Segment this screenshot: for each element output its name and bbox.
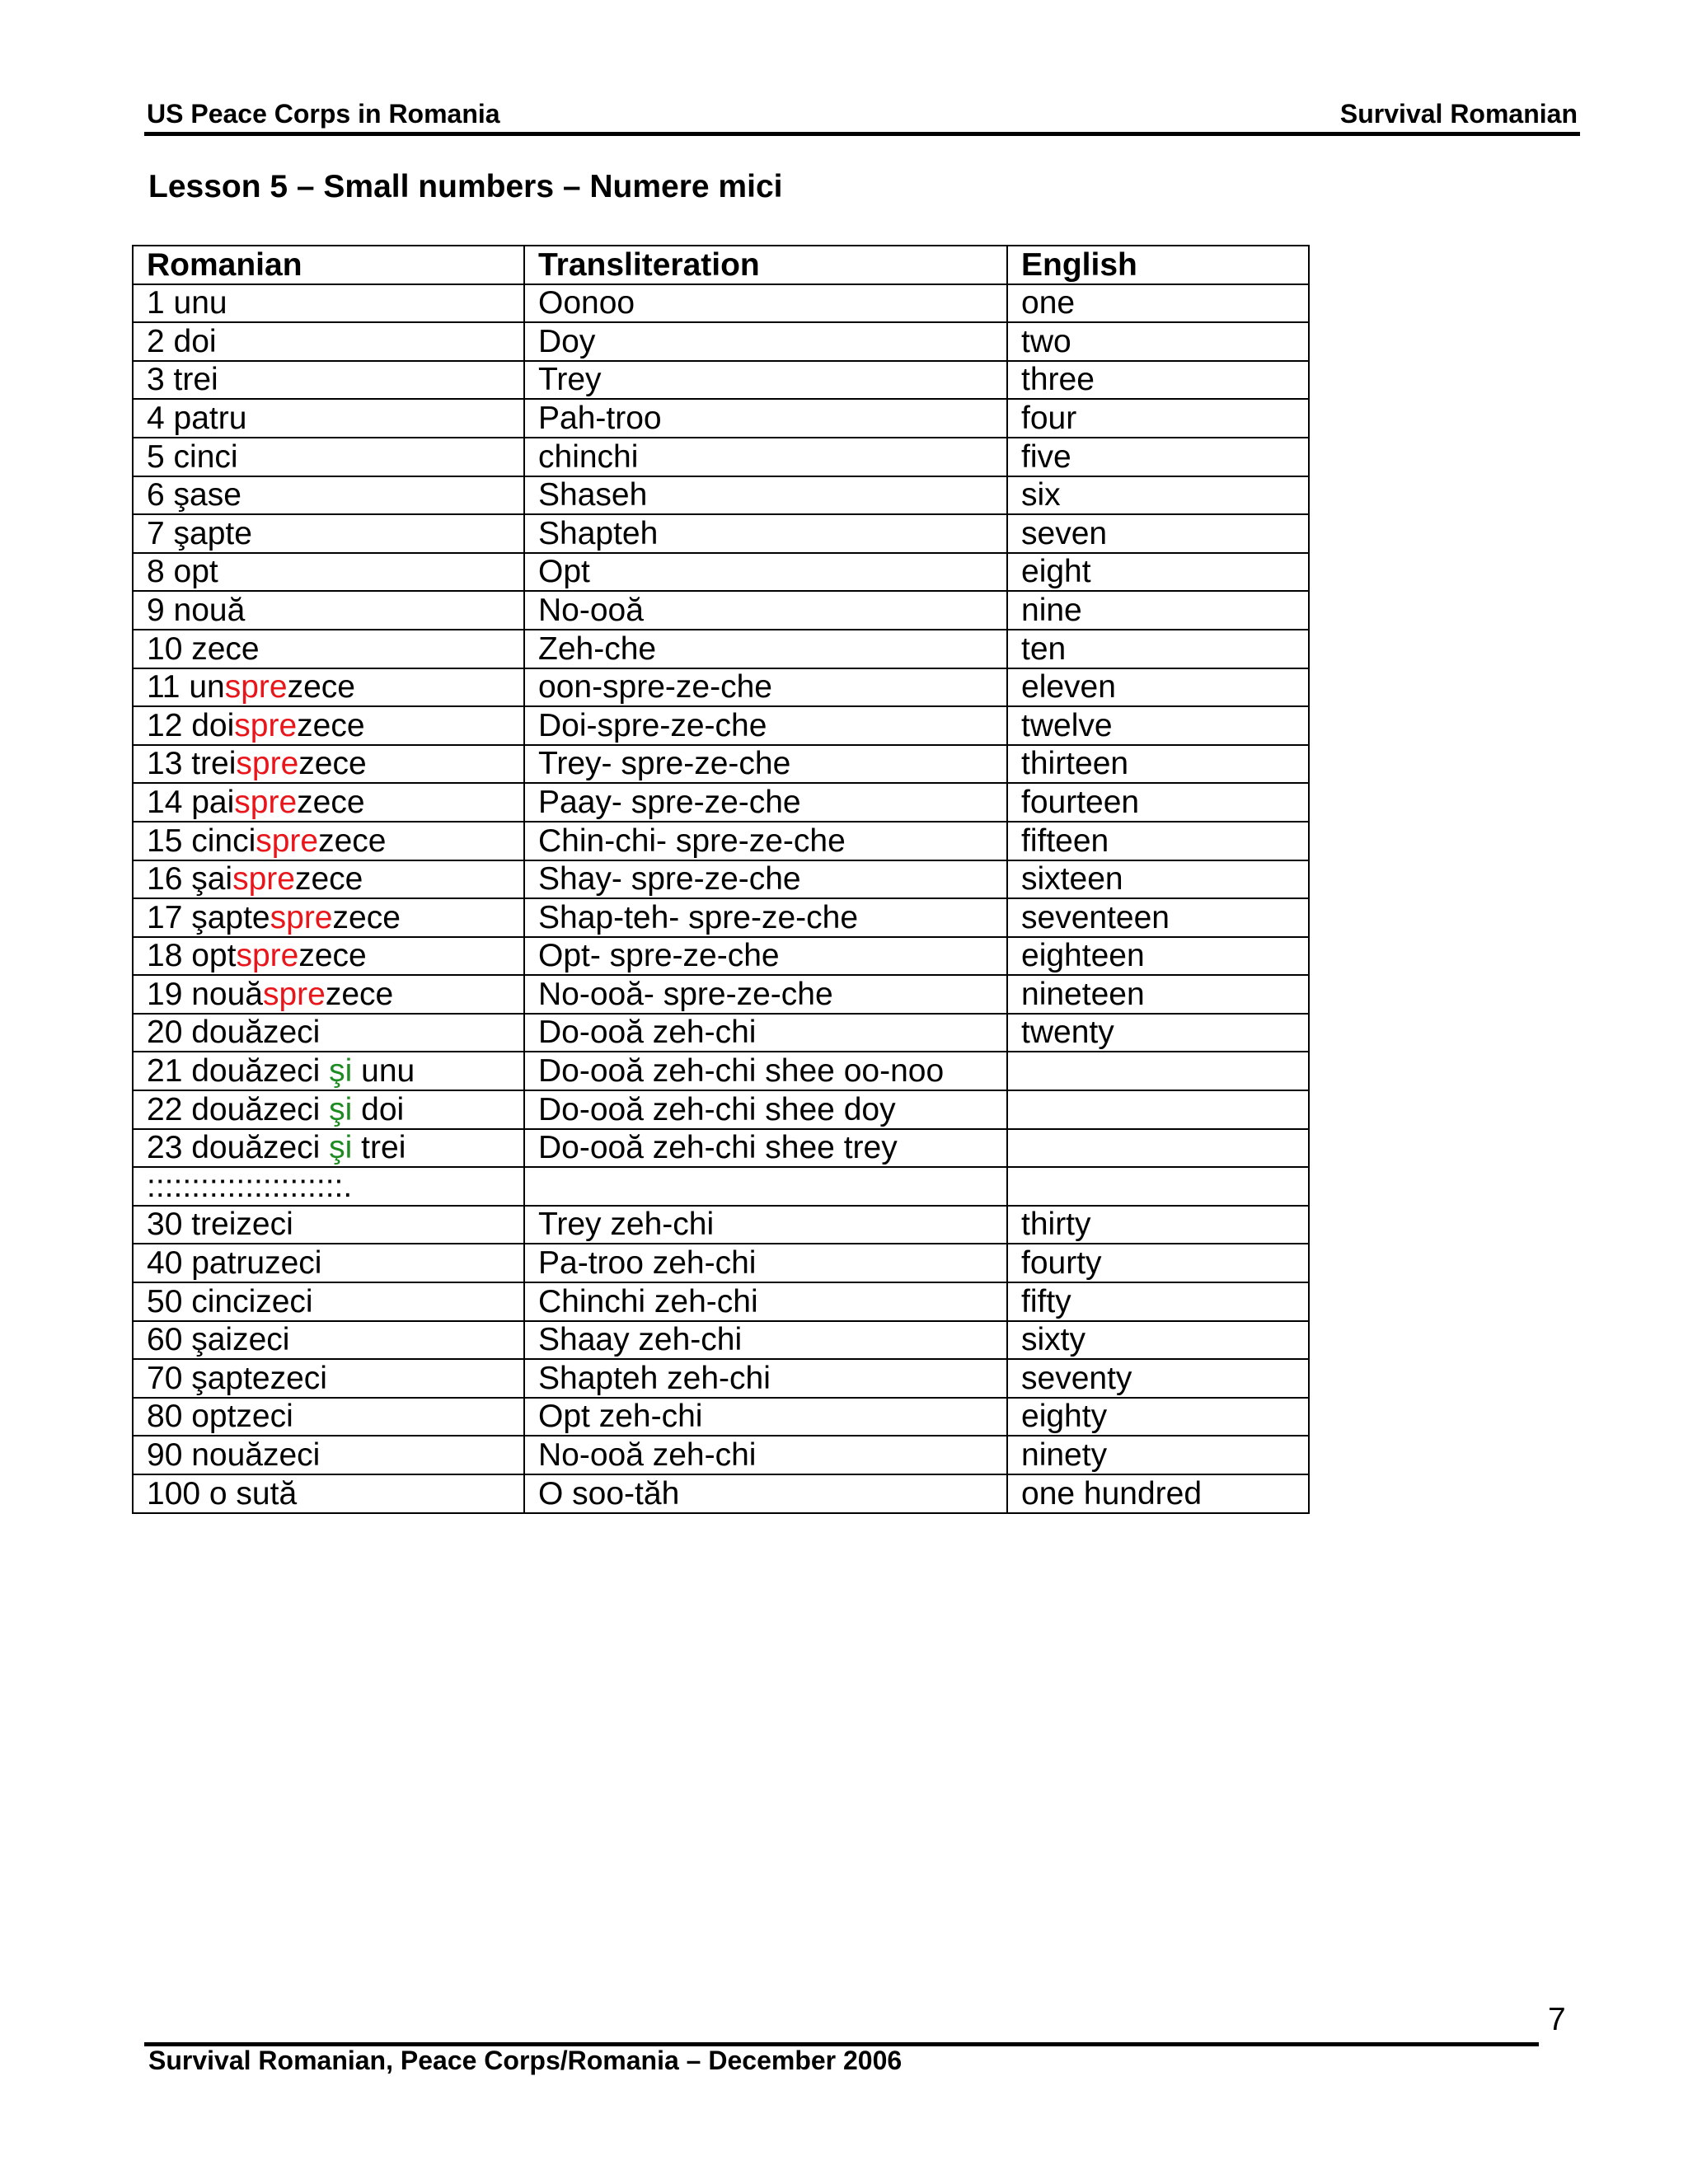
table-row xyxy=(133,438,1309,476)
cell-english: eighteen xyxy=(1007,937,1309,976)
cell-transliteration: Opt zeh-chi xyxy=(524,1398,1007,1436)
table-row xyxy=(133,476,1309,515)
cell-romanian xyxy=(133,937,524,976)
table-row xyxy=(133,1167,1309,1206)
cell-romanian xyxy=(133,822,524,860)
spre-highlight: spre xyxy=(236,746,299,782)
cell-transliteration: Zeh-che xyxy=(524,630,1007,668)
romanian-text-suffix: zece xyxy=(287,669,355,705)
table-row xyxy=(133,591,1309,630)
romanian-text: 2 doi xyxy=(147,323,217,359)
romanian-text: 50 cincizeci xyxy=(147,1283,313,1319)
cell-transliteration: oon-spre-ze-che xyxy=(524,668,1007,707)
cell-romanian xyxy=(133,1282,524,1321)
table-row xyxy=(133,898,1309,937)
cell-romanian xyxy=(133,1129,524,1168)
spre-highlight: spre xyxy=(262,976,326,1012)
cell-transliteration: Paay- spre-ze-che xyxy=(524,783,1007,822)
cell-transliteration: Do-ooă zeh-chi xyxy=(524,1014,1007,1052)
cell-romanian xyxy=(133,361,524,400)
table-row xyxy=(133,361,1309,400)
cell-transliteration: Shapteh zeh-chi xyxy=(524,1359,1007,1398)
cell-english: fifteen xyxy=(1007,822,1309,860)
cell-transliteration: No-ooă zeh-chi xyxy=(524,1436,1007,1474)
cell-transliteration: Do-ooă zeh-chi shee doy xyxy=(524,1090,1007,1129)
header-rule xyxy=(144,132,1580,136)
cell-english: fourteen xyxy=(1007,783,1309,822)
cell-english: two xyxy=(1007,322,1309,361)
table-row xyxy=(133,745,1309,784)
table-row xyxy=(133,1206,1309,1244)
romanian-text: 17 şapte xyxy=(147,899,270,935)
cell-transliteration: Pah-troo xyxy=(524,399,1007,438)
table-row xyxy=(133,937,1309,976)
cell-english: eight xyxy=(1007,553,1309,592)
cell-transliteration: Trey zeh-chi xyxy=(524,1206,1007,1244)
table-row xyxy=(133,1014,1309,1052)
table-row xyxy=(133,1398,1309,1436)
table-row xyxy=(133,284,1309,323)
romanian-text: 100 o sută xyxy=(147,1475,298,1511)
table-row xyxy=(133,630,1309,668)
cell-romanian xyxy=(133,476,524,515)
lesson-title: Lesson 5 – Small numbers – Numere mici xyxy=(148,169,783,204)
cell-english: seven xyxy=(1007,514,1309,553)
cell-romanian xyxy=(133,975,524,1014)
table-row xyxy=(133,1244,1309,1282)
cell-transliteration: Trey xyxy=(524,361,1007,400)
cell-english: sixty xyxy=(1007,1321,1309,1360)
table-row xyxy=(133,1052,1309,1090)
cell-english xyxy=(1007,1090,1309,1129)
table-row xyxy=(133,1436,1309,1474)
table-header-row xyxy=(133,246,1309,284)
cell-english: six xyxy=(1007,476,1309,515)
cell-english: eleven xyxy=(1007,668,1309,707)
cell-romanian xyxy=(133,898,524,937)
cell-transliteration: chinchi xyxy=(524,438,1007,476)
romanian-text: 7 şapte xyxy=(147,515,252,551)
spre-highlight: spre xyxy=(234,707,298,743)
romanian-text: 5 cinci xyxy=(147,438,238,475)
cell-english: nine xyxy=(1007,591,1309,630)
cell-transliteration: Opt- spre-ze-che xyxy=(524,937,1007,976)
column-header-english: English xyxy=(1007,246,1309,284)
cell-transliteration: No-ooă- spre-ze-che xyxy=(524,975,1007,1014)
cell-transliteration xyxy=(524,1167,1007,1206)
romanian-text: 4 patru xyxy=(147,400,247,436)
table-row xyxy=(133,1359,1309,1398)
table-row xyxy=(133,822,1309,860)
table-row xyxy=(133,860,1309,899)
cell-transliteration: Oonoo xyxy=(524,284,1007,323)
romanian-text-suffix: unu xyxy=(352,1053,415,1090)
cell-english: eighty xyxy=(1007,1398,1309,1436)
cell-transliteration: Chinchi zeh-chi xyxy=(524,1282,1007,1321)
cell-romanian xyxy=(133,1359,524,1398)
cell-english: fourty xyxy=(1007,1244,1309,1282)
romanian-text: 16 şai xyxy=(147,861,233,898)
cell-english: sixteen xyxy=(1007,860,1309,899)
table-row xyxy=(133,975,1309,1014)
cell-english: nineteen xyxy=(1007,975,1309,1014)
table-row xyxy=(133,322,1309,361)
romanian-text-suffix: zece xyxy=(298,938,367,974)
romanian-text: ::::::::::::::::::::::. xyxy=(147,1168,353,1204)
spre-highlight: spre xyxy=(232,861,295,898)
romanian-text: 30 treizeci xyxy=(147,1207,293,1243)
spre-highlight: spre xyxy=(234,784,298,820)
cell-romanian xyxy=(133,1436,524,1474)
cell-romanian xyxy=(133,322,524,361)
romanian-text: 10 zece xyxy=(147,630,260,667)
cell-transliteration: Shaseh xyxy=(524,476,1007,515)
romanian-text: 90 nouăzeci xyxy=(147,1437,321,1473)
cell-english: three xyxy=(1007,361,1309,400)
cell-english: seventeen xyxy=(1007,898,1309,937)
spre-highlight: spre xyxy=(270,899,333,935)
cell-romanian xyxy=(133,284,524,323)
cell-transliteration: Opt xyxy=(524,553,1007,592)
romanian-text: 11 un xyxy=(147,669,225,705)
cell-transliteration: Shapteh xyxy=(524,514,1007,553)
romanian-text: 18 opt xyxy=(147,938,237,974)
cell-romanian xyxy=(133,1167,524,1206)
cell-romanian xyxy=(133,783,524,822)
romanian-text: 19 nouă xyxy=(147,976,263,1012)
spre-highlight: spre xyxy=(224,669,288,705)
romanian-text-suffix: zece xyxy=(318,823,387,859)
romanian-text: 22 douăzeci xyxy=(147,1091,330,1127)
romanian-text: 70 şaptezeci xyxy=(147,1360,327,1396)
spre-highlight: spre xyxy=(236,938,299,974)
cell-romanian xyxy=(133,1321,524,1360)
cell-english: seventy xyxy=(1007,1359,1309,1398)
cell-english: ten xyxy=(1007,630,1309,668)
cell-transliteration: Doy xyxy=(524,322,1007,361)
table-row xyxy=(133,706,1309,745)
romanian-text-suffix: zece xyxy=(294,861,363,898)
table-row xyxy=(133,1474,1309,1513)
conjunction-highlight: şi xyxy=(329,1091,353,1127)
cell-romanian xyxy=(133,1398,524,1436)
cell-romanian xyxy=(133,514,524,553)
cell-transliteration: O soo-tăh xyxy=(524,1474,1007,1513)
romanian-text: 13 trei xyxy=(147,746,237,782)
numbers-table xyxy=(132,245,1310,1514)
cell-transliteration: Shaay zeh-chi xyxy=(524,1321,1007,1360)
cell-romanian xyxy=(133,591,524,630)
cell-english: four xyxy=(1007,399,1309,438)
cell-romanian xyxy=(133,1052,524,1090)
cell-romanian xyxy=(133,630,524,668)
romanian-text: 60 şaizeci xyxy=(147,1322,290,1358)
table-row xyxy=(133,783,1309,822)
cell-romanian xyxy=(133,1244,524,1282)
cell-transliteration: Shap-teh- spre-ze-che xyxy=(524,898,1007,937)
table-row xyxy=(133,399,1309,438)
cell-romanian xyxy=(133,399,524,438)
table-row xyxy=(133,1090,1309,1129)
column-header-romanian: Romanian xyxy=(133,246,524,284)
romanian-text: 21 douăzeci xyxy=(147,1053,330,1090)
table-row xyxy=(133,1129,1309,1168)
conjunction-highlight: şi xyxy=(329,1053,353,1090)
cell-english: thirty xyxy=(1007,1206,1309,1244)
cell-english: fifty xyxy=(1007,1282,1309,1321)
conjunction-highlight: şi xyxy=(329,1130,353,1166)
romanian-text: 14 pai xyxy=(147,784,235,820)
cell-transliteration: Do-ooă zeh-chi shee oo-noo xyxy=(524,1052,1007,1090)
cell-romanian xyxy=(133,860,524,899)
romanian-text: 20 douăzeci xyxy=(147,1015,321,1051)
cell-english: twelve xyxy=(1007,706,1309,745)
cell-english: twenty xyxy=(1007,1014,1309,1052)
cell-english: thirteen xyxy=(1007,745,1309,784)
cell-english: one hundred xyxy=(1007,1474,1309,1513)
cell-romanian xyxy=(133,1090,524,1129)
cell-romanian xyxy=(133,745,524,784)
romanian-text-suffix: doi xyxy=(352,1091,405,1127)
table-body xyxy=(133,284,1309,1513)
cell-romanian xyxy=(133,1014,524,1052)
cell-transliteration: Trey- spre-ze-che xyxy=(524,745,1007,784)
cell-english: five xyxy=(1007,438,1309,476)
romanian-text: 40 patruzeci xyxy=(147,1245,322,1282)
spre-highlight: spre xyxy=(256,823,319,859)
romanian-text: 80 optzeci xyxy=(147,1399,293,1435)
page-number: 7 xyxy=(1548,2002,1566,2037)
header-left-text: US Peace Corps in Romania xyxy=(147,99,500,129)
cell-english xyxy=(1007,1167,1309,1206)
column-header-transliteration: Transliteration xyxy=(524,246,1007,284)
romanian-text: 6 şase xyxy=(147,477,241,513)
cell-english xyxy=(1007,1052,1309,1090)
cell-romanian xyxy=(133,706,524,745)
romanian-text-suffix: zece xyxy=(332,899,401,935)
cell-english xyxy=(1007,1129,1309,1168)
romanian-text-suffix: zece xyxy=(297,784,365,820)
romanian-text: 12 doi xyxy=(147,707,235,743)
romanian-text-suffix: zece xyxy=(298,746,367,782)
romanian-text: 3 trei xyxy=(147,362,218,398)
romanian-text-suffix: zece xyxy=(325,976,394,1012)
cell-transliteration: No-ooă xyxy=(524,591,1007,630)
romanian-text: 9 nouă xyxy=(147,592,246,628)
page-footer: Survival Romanian, Peace Corps/Romania – December 2006 xyxy=(148,2046,903,2075)
cell-romanian xyxy=(133,438,524,476)
romanian-text-suffix: trei xyxy=(352,1130,406,1166)
cell-transliteration: Do-ooă zeh-chi shee trey xyxy=(524,1129,1007,1168)
romanian-text: 23 douăzeci xyxy=(147,1130,330,1166)
cell-transliteration: Pa-troo zeh-chi xyxy=(524,1244,1007,1282)
cell-romanian xyxy=(133,668,524,707)
cell-transliteration: Shay- spre-ze-che xyxy=(524,860,1007,899)
cell-romanian xyxy=(133,553,524,592)
header-right-text: Survival Romanian xyxy=(1339,99,1578,129)
table-row xyxy=(133,514,1309,553)
romanian-text-suffix: zece xyxy=(297,707,365,743)
romanian-text: 8 opt xyxy=(147,554,218,590)
cell-english: ninety xyxy=(1007,1436,1309,1474)
cell-romanian xyxy=(133,1474,524,1513)
cell-romanian xyxy=(133,1206,524,1244)
table-row xyxy=(133,1321,1309,1360)
romanian-text: 1 unu xyxy=(147,285,227,321)
cell-transliteration: Chin-chi- spre-ze-che xyxy=(524,822,1007,860)
page-header xyxy=(147,97,1578,130)
table-row xyxy=(133,553,1309,592)
table-row xyxy=(133,1282,1309,1321)
romanian-text: 15 cinci xyxy=(147,823,256,859)
table-row xyxy=(133,668,1309,707)
cell-english: one xyxy=(1007,284,1309,323)
cell-transliteration: Doi-spre-ze-che xyxy=(524,706,1007,745)
